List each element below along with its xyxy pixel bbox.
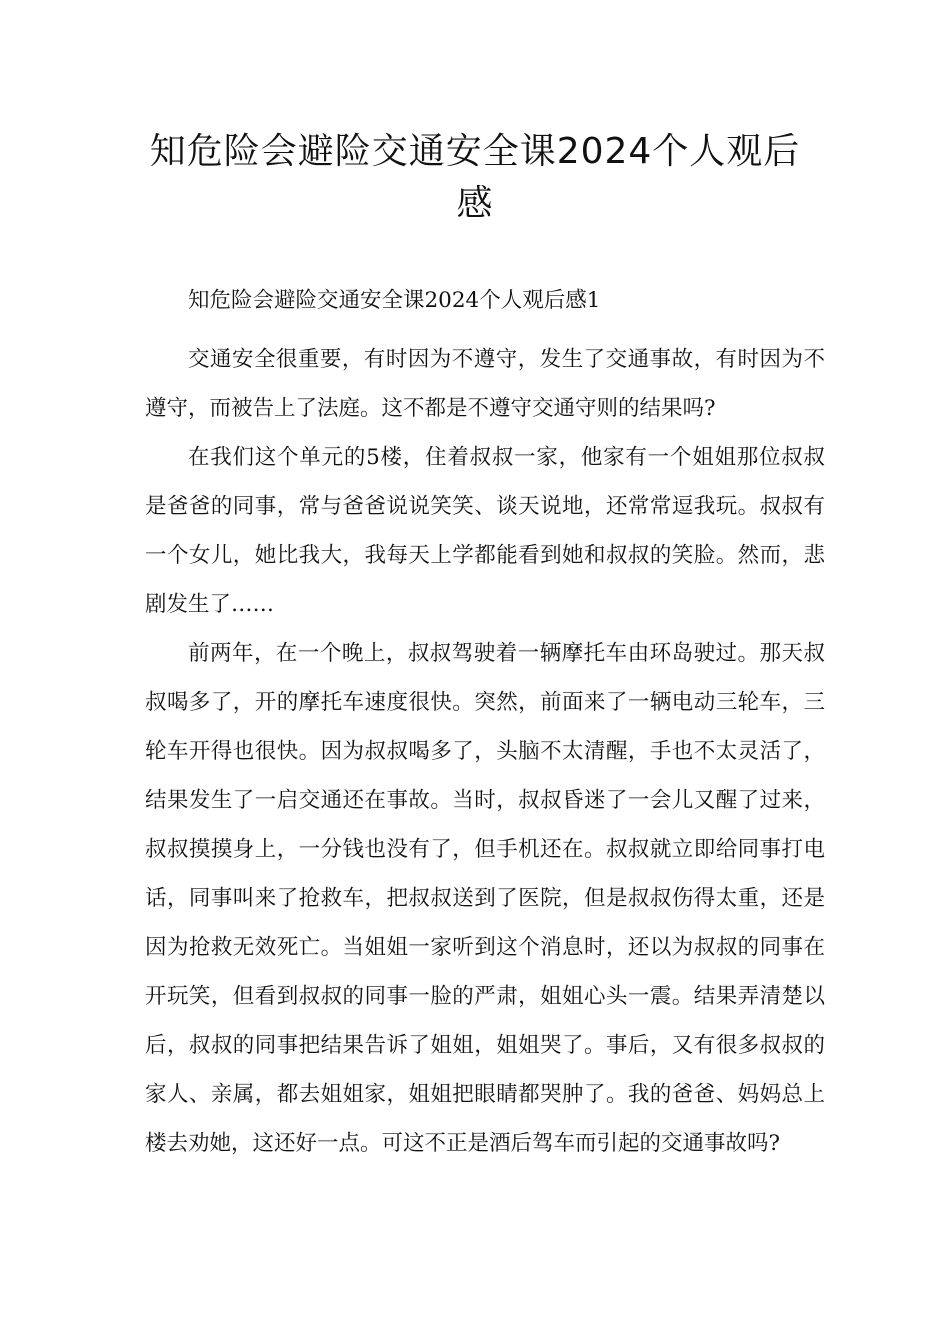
- section-subheading: 知危险会避险交通安全课2024个人观后感1: [188, 288, 601, 313]
- document-title: 知危险会避险交通安全课2024个人观后感: [149, 131, 801, 224]
- paragraph-3: 前两年，在一个晚上，叔叔驾驶着一辆摩托车由环岛驶过。那天叔叔喝多了，开的摩托车速度很快。突然，前面来了一辆电动三轮车，三轮车开得也很快。因为叔叔喝多了，头脑不太清醒，手也不太灵活了，结果发生了一启交通还在事故。当时，叔叔昏迷了一会儿又醒了过来，叔叔摸摸身上，一分钱也没有了，但手机还在。叔叔就立即给同事打电话，同事叫来了抢救车，把叔叔送到了医院，但是叔叔伤得太重，还是因为抢救无效死亡。当姐姐一家听到这个消息时，还以为叔叔的同事在开玩笑，但看到叔叔的同事一脸的严肃，姐姐心头一震。结果弄清楚以后，叔叔的同事把结果告诉了姐姐，姐姐哭了。事后，又有很多叔叔的家人、亲属，都去姐姐家，姐姐把眼睛都哭肿了。我的爸爸、妈妈总上楼去劝她，这还好一点。可这不正是酒后驾车而引起的交通事故吗?: [145, 641, 825, 1156]
- paragraph-2: 在我们这个单元的5楼，住着叔叔一家，他家有一个姐姐那位叔叔是爸爸的同事，常与爸爸说说笑笑、谈天说地，还常常逗我玩。叔叔有一个女儿，她比我大，我每天上学都能看到她和叔叔的笑脸。然而，悲剧发生了……: [145, 445, 825, 617]
- paragraph-1: 交通安全很重要，有时因为不遵守，发生了交通事故，有时因为不遵守，而被告上了法庭。这不都是不遵守交通守则的结果吗?: [145, 347, 825, 421]
- document-body: [145, 276, 825, 1168]
